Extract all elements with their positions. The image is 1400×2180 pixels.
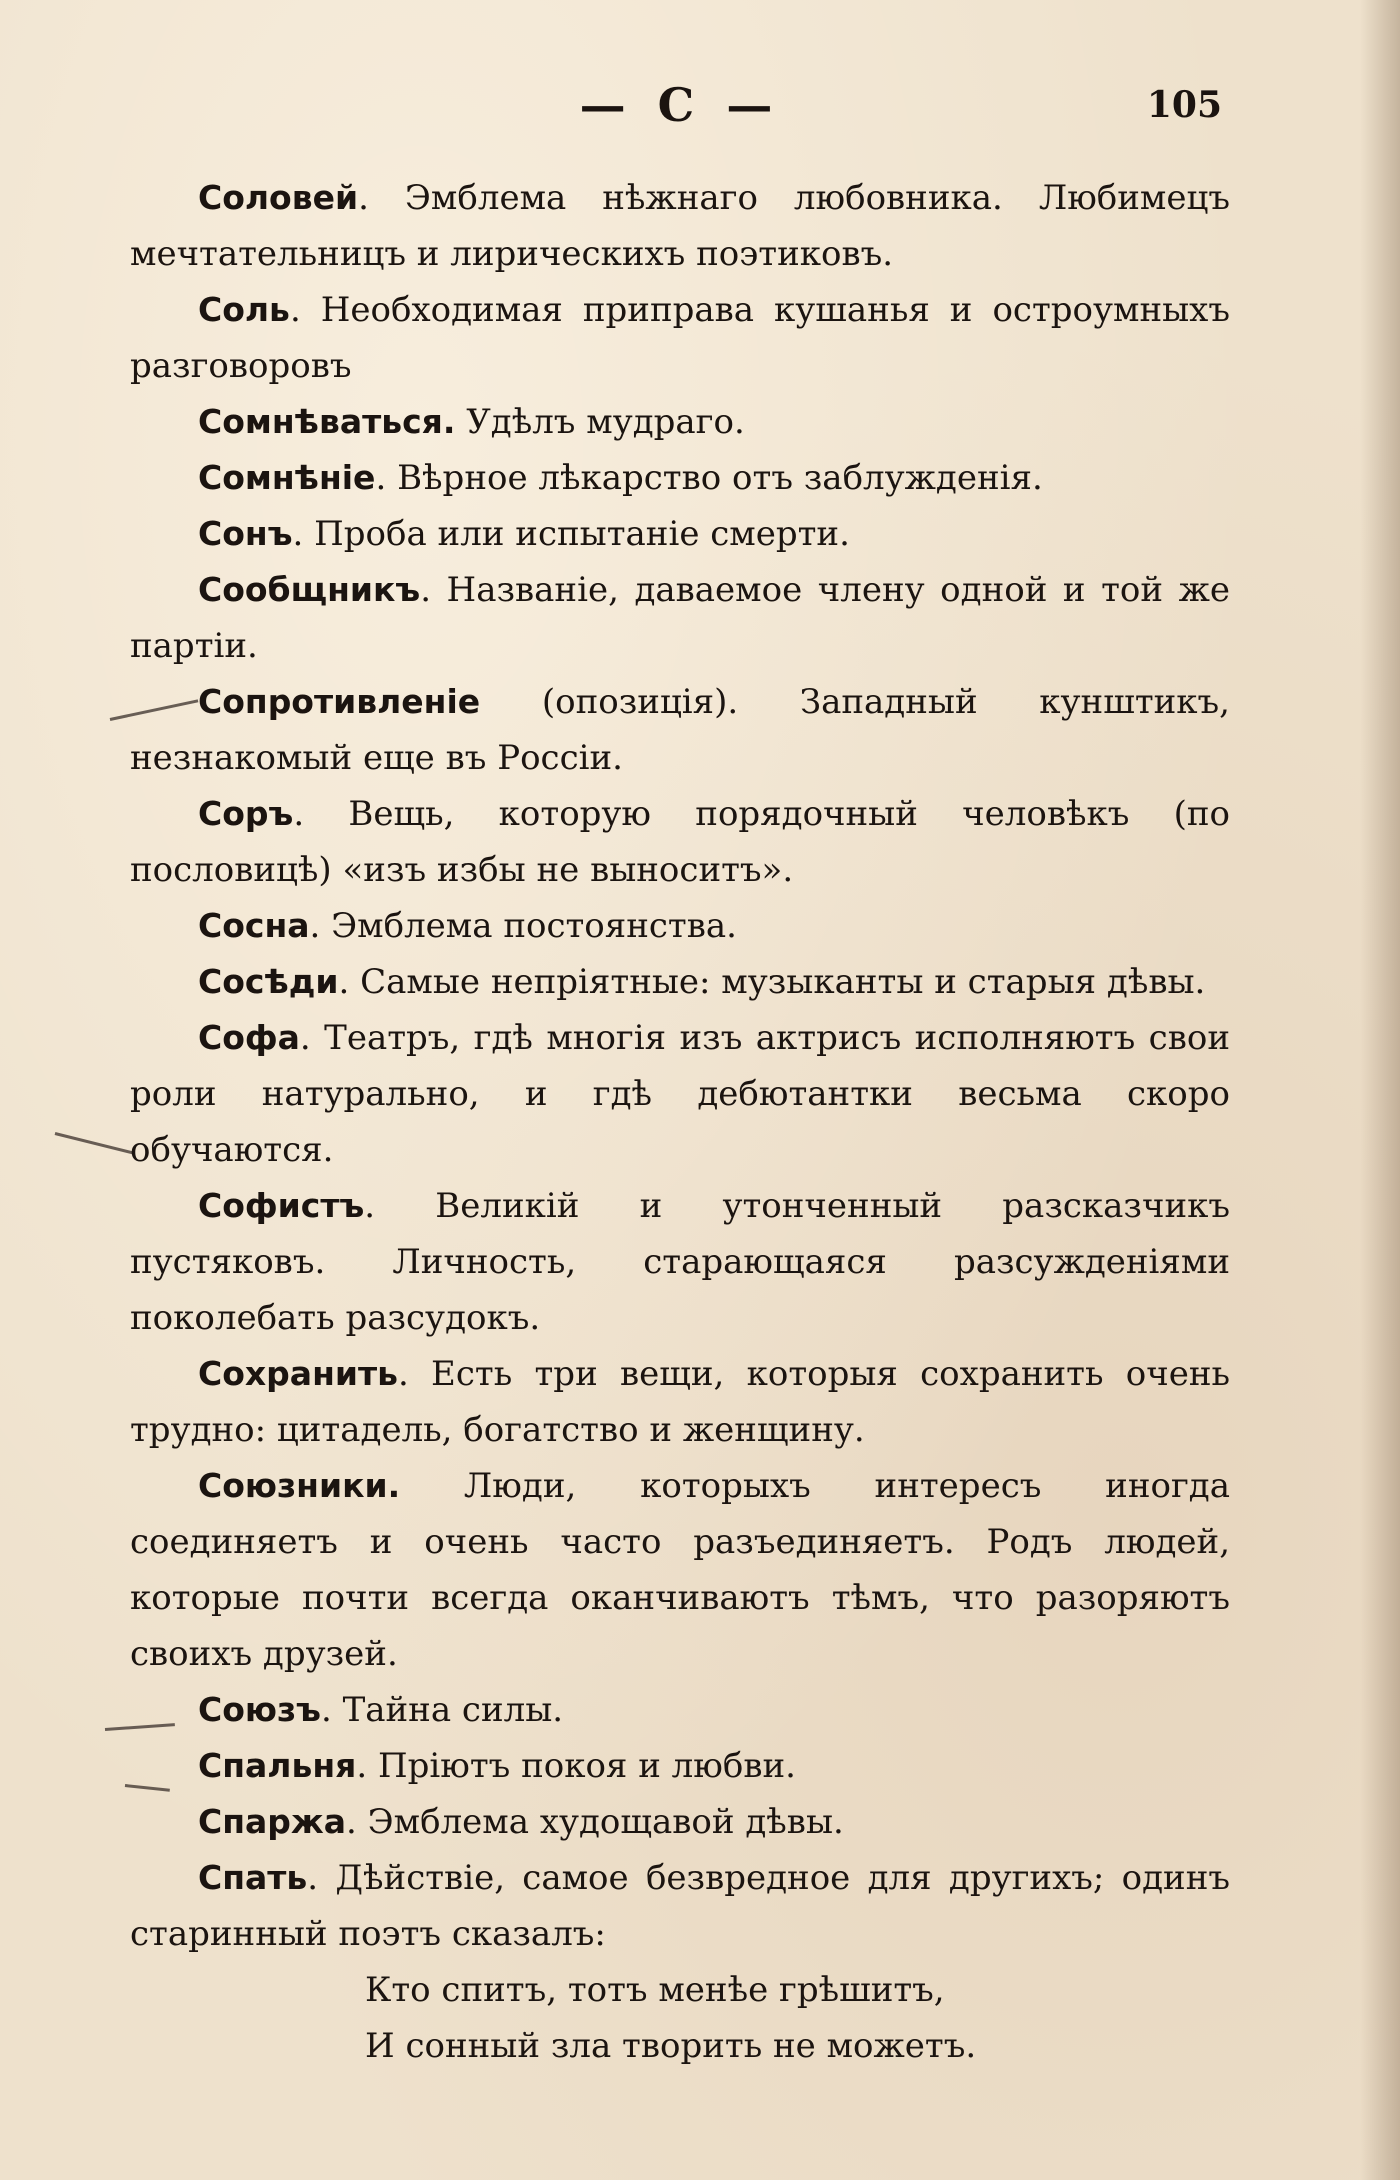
- dictionary-entry: [130, 170, 1230, 282]
- entry-definition: . Пріютъ покоя и любви.: [356, 1746, 796, 1786]
- dictionary-entry: [130, 394, 1230, 450]
- entry-definition: Удѣлъ мудраго.: [455, 402, 745, 442]
- entry-term: Софа: [198, 1018, 300, 1057]
- entry-term: Сосѣди: [198, 962, 339, 1001]
- dictionary-entry: [130, 1178, 1230, 1346]
- dictionary-text: [130, 170, 1230, 2074]
- entry-definition: . Эмблема нѣжнаго любовника. Любимецъ мечтательницъ и лирическихъ поэтиковъ.: [130, 178, 1230, 274]
- dictionary-entry: [130, 1346, 1230, 1458]
- entry-definition: . Есть три вещи, которыя сохранить очень трудно: цитадель, богатство и женщину.: [130, 1354, 1230, 1450]
- page-header: [0, 78, 1400, 138]
- entry-definition: . Великій и утонченный разсказчикъ пустяковъ. Личность, старающаяся разсужденіями поколебать разсудокъ.: [130, 1186, 1230, 1338]
- entry-term: Сохранить: [198, 1354, 398, 1393]
- dictionary-entry: [130, 506, 1230, 562]
- entry-definition: . Театръ, гдѣ многія изъ актрисъ исполняютъ свои роли натурально, и гдѣ дебютантки весьма скоро обучаются.: [130, 1018, 1230, 1170]
- dictionary-entry: [130, 1794, 1230, 1850]
- entry-term: Соръ: [198, 794, 294, 833]
- entry-definition: . Названіе, даваемое члену одной и той же партіи.: [130, 570, 1230, 666]
- entry-term: Софистъ: [198, 1186, 365, 1225]
- entry-term: Сонъ: [198, 514, 293, 553]
- entry-term: Сосна: [198, 906, 310, 945]
- entry-term: Соловей: [198, 178, 359, 217]
- entry-definition: . Тайна силы.: [320, 1690, 564, 1730]
- entry-term: Союзники.: [198, 1466, 401, 1505]
- entry-term: Сомнѣніе: [198, 458, 376, 497]
- dictionary-entry: [130, 1738, 1230, 1794]
- dictionary-entry: [130, 1458, 1230, 1682]
- running-head: — С —: [579, 78, 781, 132]
- entry-definition: (опозиція). Западный кунштикъ, незнакомый еще въ Россіи.: [130, 682, 1230, 778]
- dictionary-entry: [130, 786, 1230, 898]
- entry-definition: . Необходимая приправа кушанья и остроумныхъ разговоровъ: [130, 290, 1230, 386]
- entry-term: Спать: [198, 1858, 308, 1897]
- entry-definition: . Проба или испытаніе смерти.: [292, 514, 850, 554]
- dictionary-entry: [130, 954, 1230, 1010]
- verse-line: Кто спитъ, тотъ менѣе грѣшитъ,: [365, 1970, 945, 2010]
- dictionary-entry: [130, 1010, 1230, 1178]
- entry-term: Союзъ: [198, 1690, 321, 1729]
- entry-definition: . Эмблема постоянства.: [309, 906, 737, 946]
- entry-definition: . Эмблема худощавой дѣвы.: [346, 1802, 844, 1842]
- dictionary-entry: [130, 562, 1230, 674]
- entry-term: Спальня: [198, 1746, 357, 1785]
- entry-definition: . Вещь, которую порядочный человѣкъ (по пословицѣ) «изъ избы не выноситъ».: [130, 794, 1230, 890]
- entry-term: Соль: [198, 290, 290, 329]
- entry-definition: Люди, которыхъ интересъ иногда соединяетъ и очень часто разъединяетъ. Родъ людей, которые почти всегда оканчиваютъ тѣмъ, что разоряютъ своихъ друзей.: [130, 1466, 1230, 1674]
- entry-term: Сопротивленіе: [198, 682, 481, 721]
- dictionary-entry: [130, 450, 1230, 506]
- pencil-mark: [55, 1132, 133, 1154]
- entry-definition: . Самые непріятные: музыканты и старыя дѣвы.: [338, 962, 1206, 1002]
- dictionary-entry: [130, 282, 1230, 394]
- entry-definition: . Вѣрное лѣкарство отъ заблужденія.: [375, 458, 1043, 498]
- entry-term: Сомнѣваться.: [198, 402, 456, 441]
- dictionary-entry: [130, 1850, 1230, 1962]
- entry-term: Сообщникъ: [198, 570, 421, 609]
- verse-line: И сонный зла творить не можетъ.: [365, 2026, 977, 2066]
- dictionary-entry: [130, 674, 1230, 786]
- dictionary-entry: [130, 898, 1230, 954]
- entry-definition: . Дѣйствіе, самое безвредное для другихъ; одинъ старинный поэтъ сказалъ:: [130, 1858, 1230, 1954]
- page-number: 105: [1146, 84, 1222, 126]
- entry-term: Спаржа: [198, 1802, 347, 1841]
- page-edge-shadow: [1360, 0, 1400, 2180]
- dictionary-entry: [130, 1682, 1230, 1738]
